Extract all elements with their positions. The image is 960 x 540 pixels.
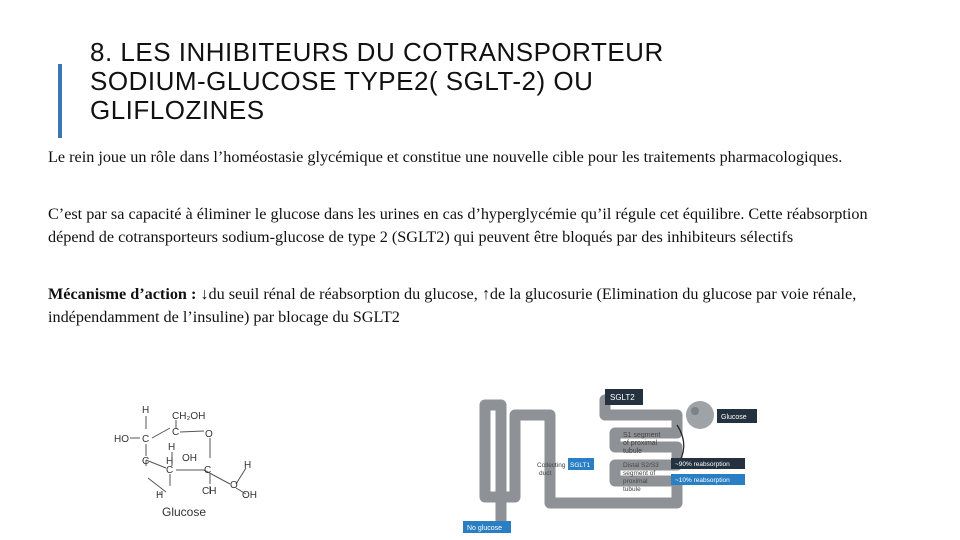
title-line-3: GLIFLOZINES (90, 95, 265, 125)
glomerulus-detail (691, 407, 699, 415)
glucose-atom-ho: HO (114, 434, 129, 445)
s1-segment-line-2: of proximal (623, 440, 658, 447)
s1-segment-line-3: tubule (623, 448, 643, 455)
no-glucose-label: No glucose (467, 525, 503, 532)
glucose-atom-ch-bot: CH (202, 486, 217, 497)
glucose-atom-ch2oh: CH₂OH (172, 411, 206, 422)
glucose-atom-h-bot: H (156, 490, 164, 501)
mechanism-text: ↓du seuil rénal de réabsorption du glucose, ↑de la glucosurie (Elimination du glucose par voie rénale, indépendamment de l’insuline) par blocage du SGLT2 (48, 285, 857, 326)
glucose-atom-h-right: H (244, 460, 252, 471)
distal-segment-line-4: tubule (623, 486, 641, 493)
distal-segment-line-3: proximal (623, 478, 648, 485)
glucose-atom-c3: C (142, 456, 150, 467)
slide-title (90, 38, 910, 125)
glucose-box-label: Glucose (721, 414, 747, 421)
paragraph-mechanism (48, 283, 908, 329)
paragraph-glucose-elimination: C’est par sa capacité à éliminer le glucose dans les urines en cas d’hyperglycémie qu’il régule cet équilibre. Cette réabsorption dépend de cotransporteurs sodium-glucose de type 2 (SGLT2) qui peuvent être bloqués par des inhibiteurs sélectifs (48, 205, 868, 246)
collecting-duct-line-2: duct (539, 470, 552, 477)
glucose-atom-o-left: O (230, 480, 238, 491)
s1-segment-line-1: S1 segment (623, 432, 661, 439)
glucose-atom-h-mid: H (168, 442, 176, 453)
title-line-1: 8. LES INHIBITEURS DU COTRANSPORTEUR (90, 37, 664, 67)
glomerulus (686, 401, 714, 429)
glucose-structure-figure (100, 398, 275, 523)
mechanism-label: Mécanisme d’action : (48, 285, 197, 303)
glucose-atom-c5: C (204, 465, 212, 476)
sglt2-label: SGLT2 (610, 393, 635, 402)
glucose-atom-o-ring: O (205, 429, 213, 440)
reabsorption-90-label: ~90% reabsorption (675, 461, 730, 468)
distal-segment-line-2: segment of (623, 470, 656, 477)
proximal-tubule (485, 400, 677, 503)
title-line-2: SODIUM-GLUCOSE TYPE2( SGLT-2) OU (90, 66, 594, 96)
distal-segment-line-1: Distal S2/S3 (623, 462, 659, 469)
glucose-atom-oh-right: OH (242, 490, 257, 501)
collecting-duct-line-1: Collecting (537, 462, 566, 469)
glucose-atom-h-left: H (166, 456, 174, 467)
glucose-atom-c2: C (172, 427, 180, 438)
glucose-atom-oh-mid: OH (182, 453, 197, 464)
paragraph-kidney-role: Le rein joue un rôle dans l’homéostasie glycémique et constitue une nouvelle cible pour les traitements pharmacologiques. (48, 148, 843, 166)
glucose-atom-c4: C (166, 465, 174, 476)
glucose-atom-h-top: H (142, 405, 150, 416)
title-accent-bar (58, 64, 62, 138)
sglt2-kidney-diagram (455, 385, 785, 540)
reabsorption-10-label: ~10% reabsorption (675, 477, 730, 484)
glucose-atom-c1: C (142, 434, 150, 445)
sglt1-label: SGLT1 (570, 462, 591, 469)
glucose-caption: Glucose (162, 505, 207, 519)
